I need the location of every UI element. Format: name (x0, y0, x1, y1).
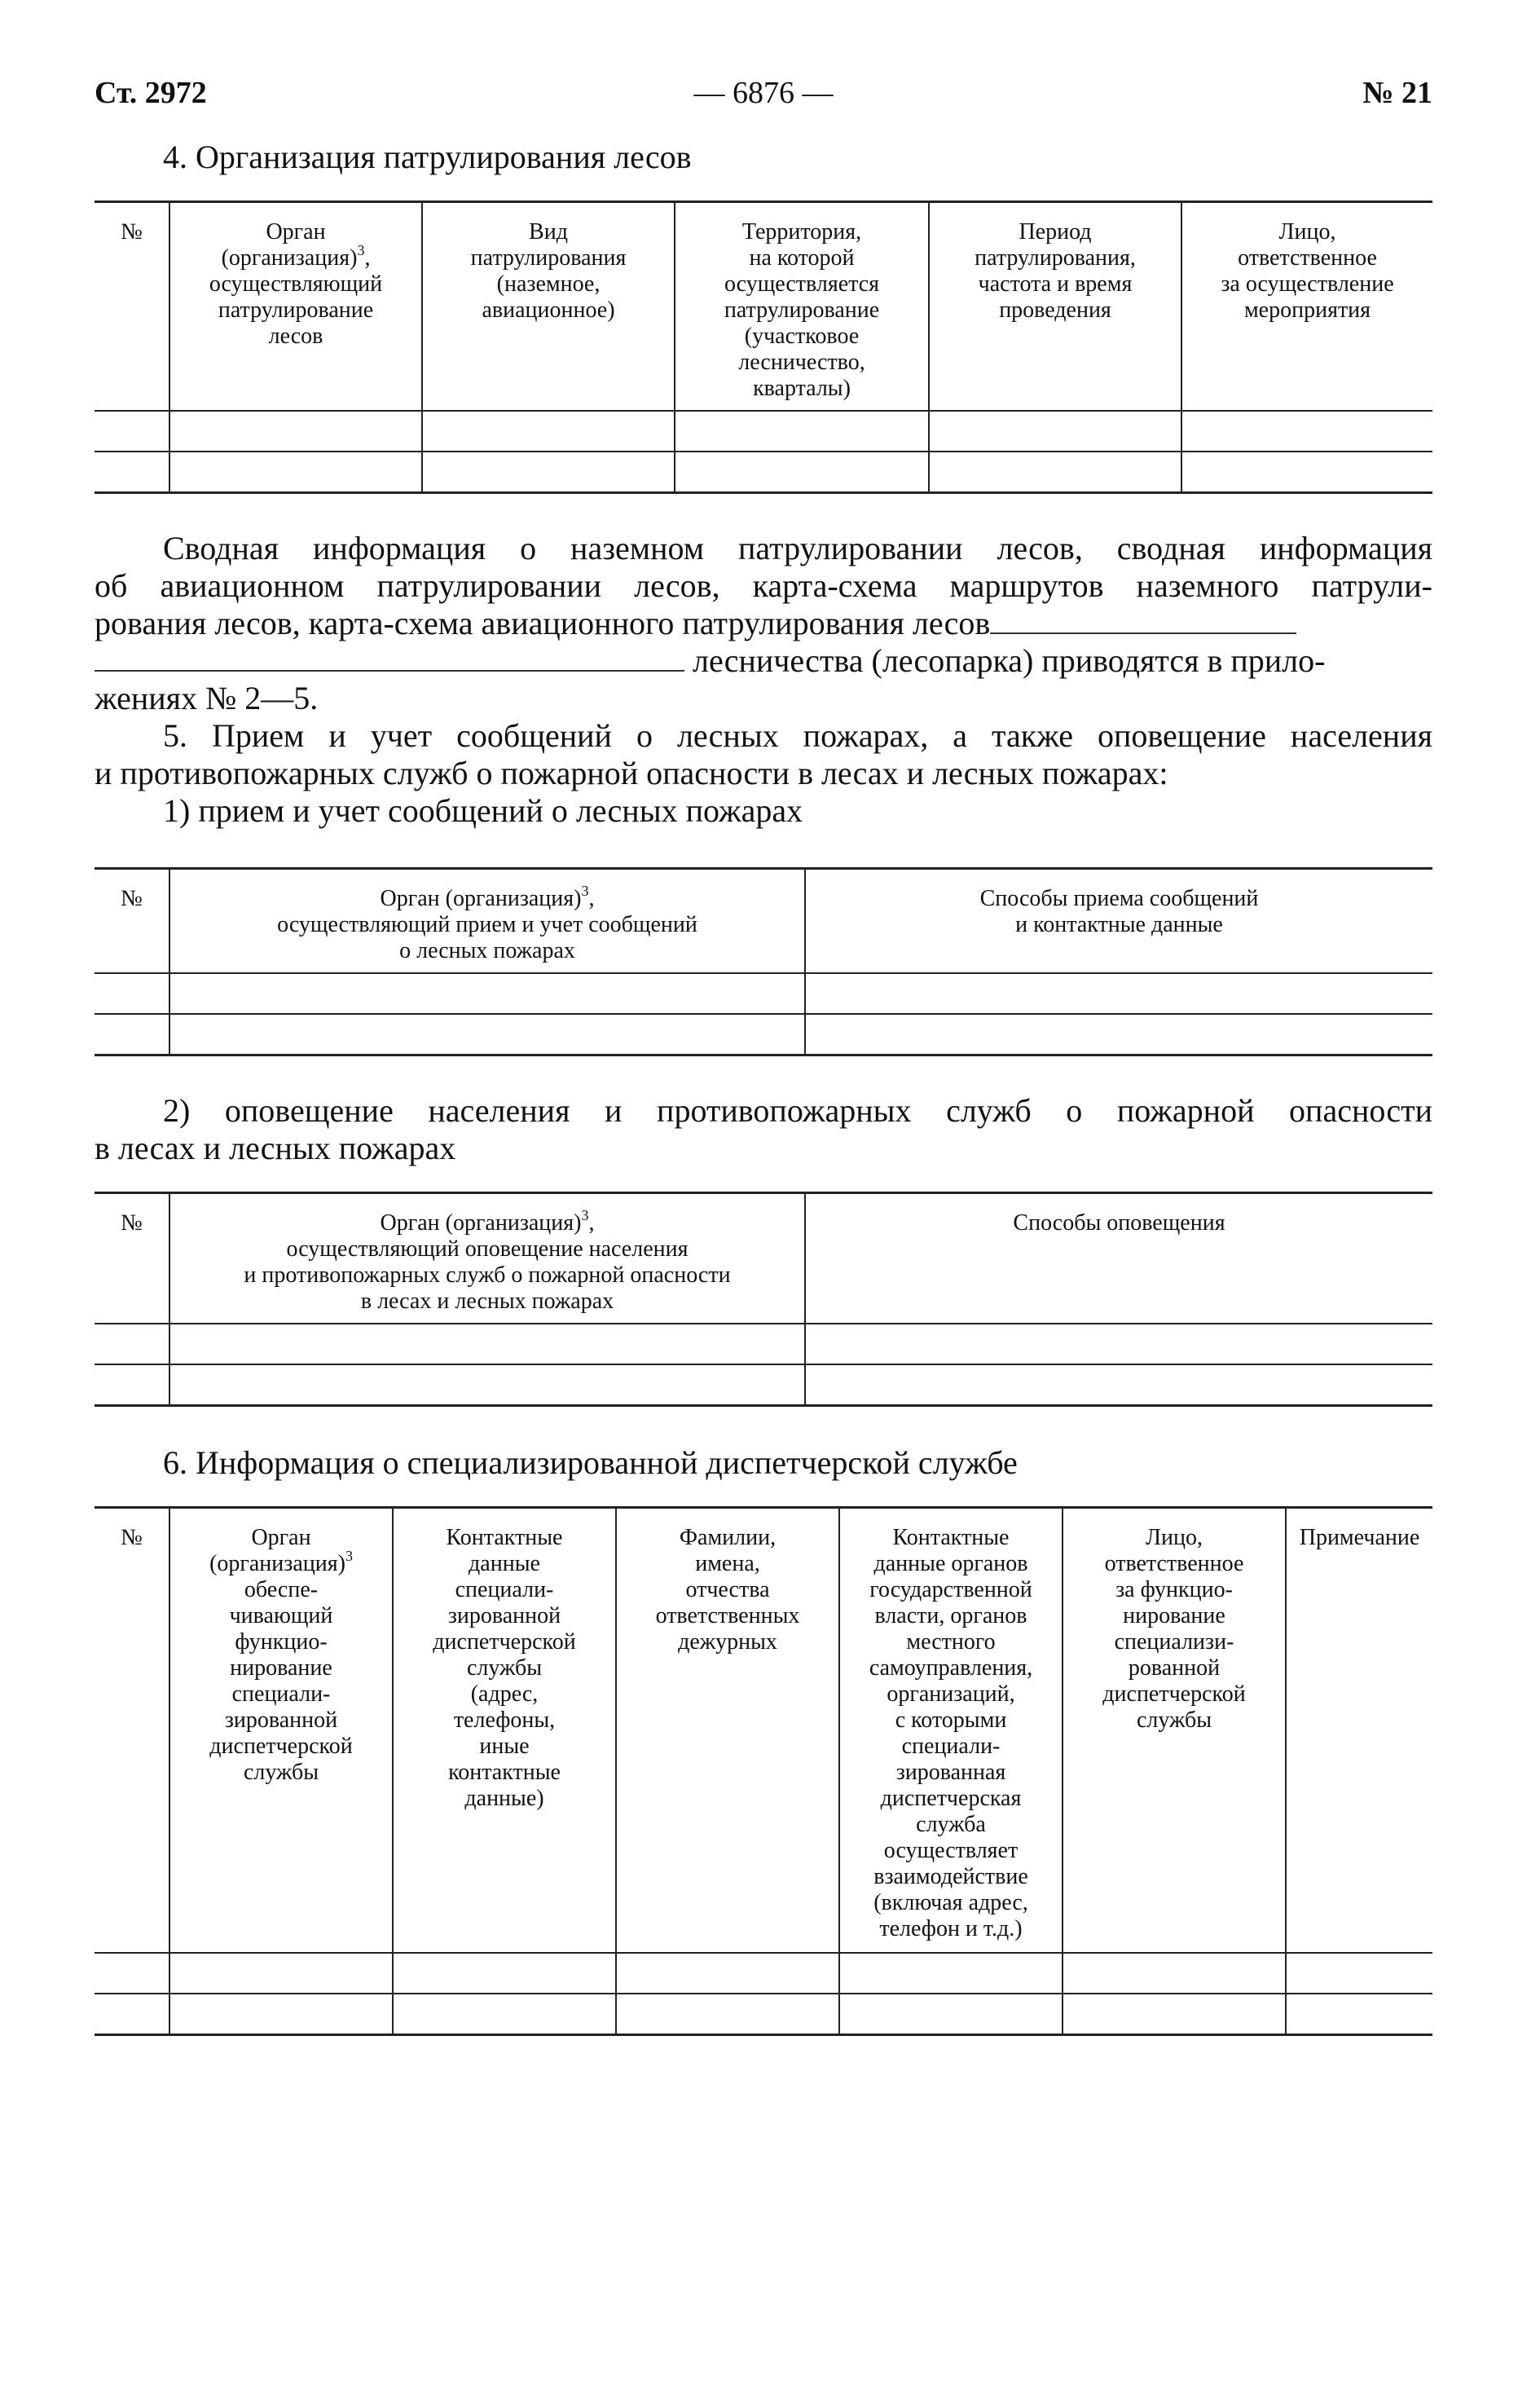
table-row (95, 411, 1432, 452)
col-organization: Орган (организация)$^3$ обеспе- чивающий функцио- нирование специали- зированной диспетчерской службы (169, 1508, 393, 1953)
section-4-title: 4. Организация патрулирования лесов (163, 139, 692, 175)
col-territory: Территория, на которой осуществляется патрулирование (участковое лесничество, кварталы) (675, 202, 929, 411)
col-partner-contacts: Контактные данные органов государственной власти, органов местного самоуправления, организаций, с которыми специали- зированная диспетчерская служба осуществляет взаимодействие (включая адрес, телефон и т.д.) (839, 1508, 1063, 1953)
col-period: Период патрулирования, частота и время проведения (929, 202, 1181, 411)
fire-reports-table (95, 867, 1432, 1056)
summary-paragraph: Сводная информация о наземном патрулировании лесов, сводная информация об авиационном патрулировании лесов, карта-схема маршрутов наземного патрули- рования лесов, карта-схема авиационного патрулирования лесов лесничества (лесопарка) приводятся в прило- жениях № 2—5. (95, 530, 1432, 716)
table-row (95, 1994, 1432, 2035)
col-number: № (95, 202, 169, 411)
subsection-1-title: 1) прием и учет сообщений о лесных пожарах (163, 792, 803, 829)
col-responsible: Лицо, ответственное за осуществление мероприятия (1181, 202, 1432, 411)
dispatch-service-table (95, 1506, 1432, 2036)
section-6-title: 6. Информация о специализированной диспетчерской службе (163, 1444, 1018, 1481)
page-number: — 6876 — (693, 76, 834, 110)
col-contacts: Контактные данные специали- зированной диспетчерской службы (адрес, телефоны, иные контактные данные) (393, 1508, 616, 1953)
table-row (95, 1324, 1432, 1364)
col-organization: Орган (организация)$^3$, осуществляющий прием и учет сообщений о лесных пожарах (169, 869, 805, 973)
col-notes: Примечание (1286, 1508, 1432, 1953)
section-5-title: 5. Прием и учет сообщений о лесных пожарах, а также оповещение населения и противопожарных служб о пожарной опасности в лесах и лесных пожарах: (95, 717, 1432, 791)
subsection-2-title: 2) оповещение населения и противопожарных служб о пожарной опасности в лесах и лесных пожарах (95, 1092, 1432, 1166)
col-number: № (95, 1193, 169, 1324)
table-row (95, 1364, 1432, 1406)
table-row (95, 452, 1432, 493)
forestry-blank-line-1 (990, 605, 1296, 634)
col-responsible: Лицо, ответственное за функцио- нирование специализи- рованной диспетчерской службы (1063, 1508, 1286, 1953)
notification-table (95, 1192, 1432, 1407)
table-row (95, 1953, 1432, 1994)
article-number: Ст. 2972 (95, 76, 207, 110)
col-organization: Орган (организация)$^3$, осуществляющий оповещение населения и противопожарных служб о пожарной опасности в лесах и лесных пожарах (169, 1193, 805, 1324)
col-patrol-type: Вид патрулирования (наземное, авиационное) (422, 202, 675, 411)
col-methods: Способы приема сообщений и контактные данные (805, 869, 1432, 973)
forestry-blank-line-2 (95, 642, 684, 672)
issue-number: № 21 (1362, 76, 1432, 110)
col-number: № (95, 869, 169, 973)
running-head (95, 75, 1432, 116)
col-organization: Орган (организация)$^3$, осуществляющий патрулирование лесов (169, 202, 422, 411)
col-duty-officers: Фамилии, имена, отчества ответственных дежурных (616, 1508, 839, 1953)
patrol-table (95, 200, 1432, 494)
table-row (95, 1014, 1432, 1055)
col-methods: Способы оповещения (805, 1193, 1432, 1324)
col-number: № (95, 1508, 169, 1953)
table-row (95, 973, 1432, 1014)
